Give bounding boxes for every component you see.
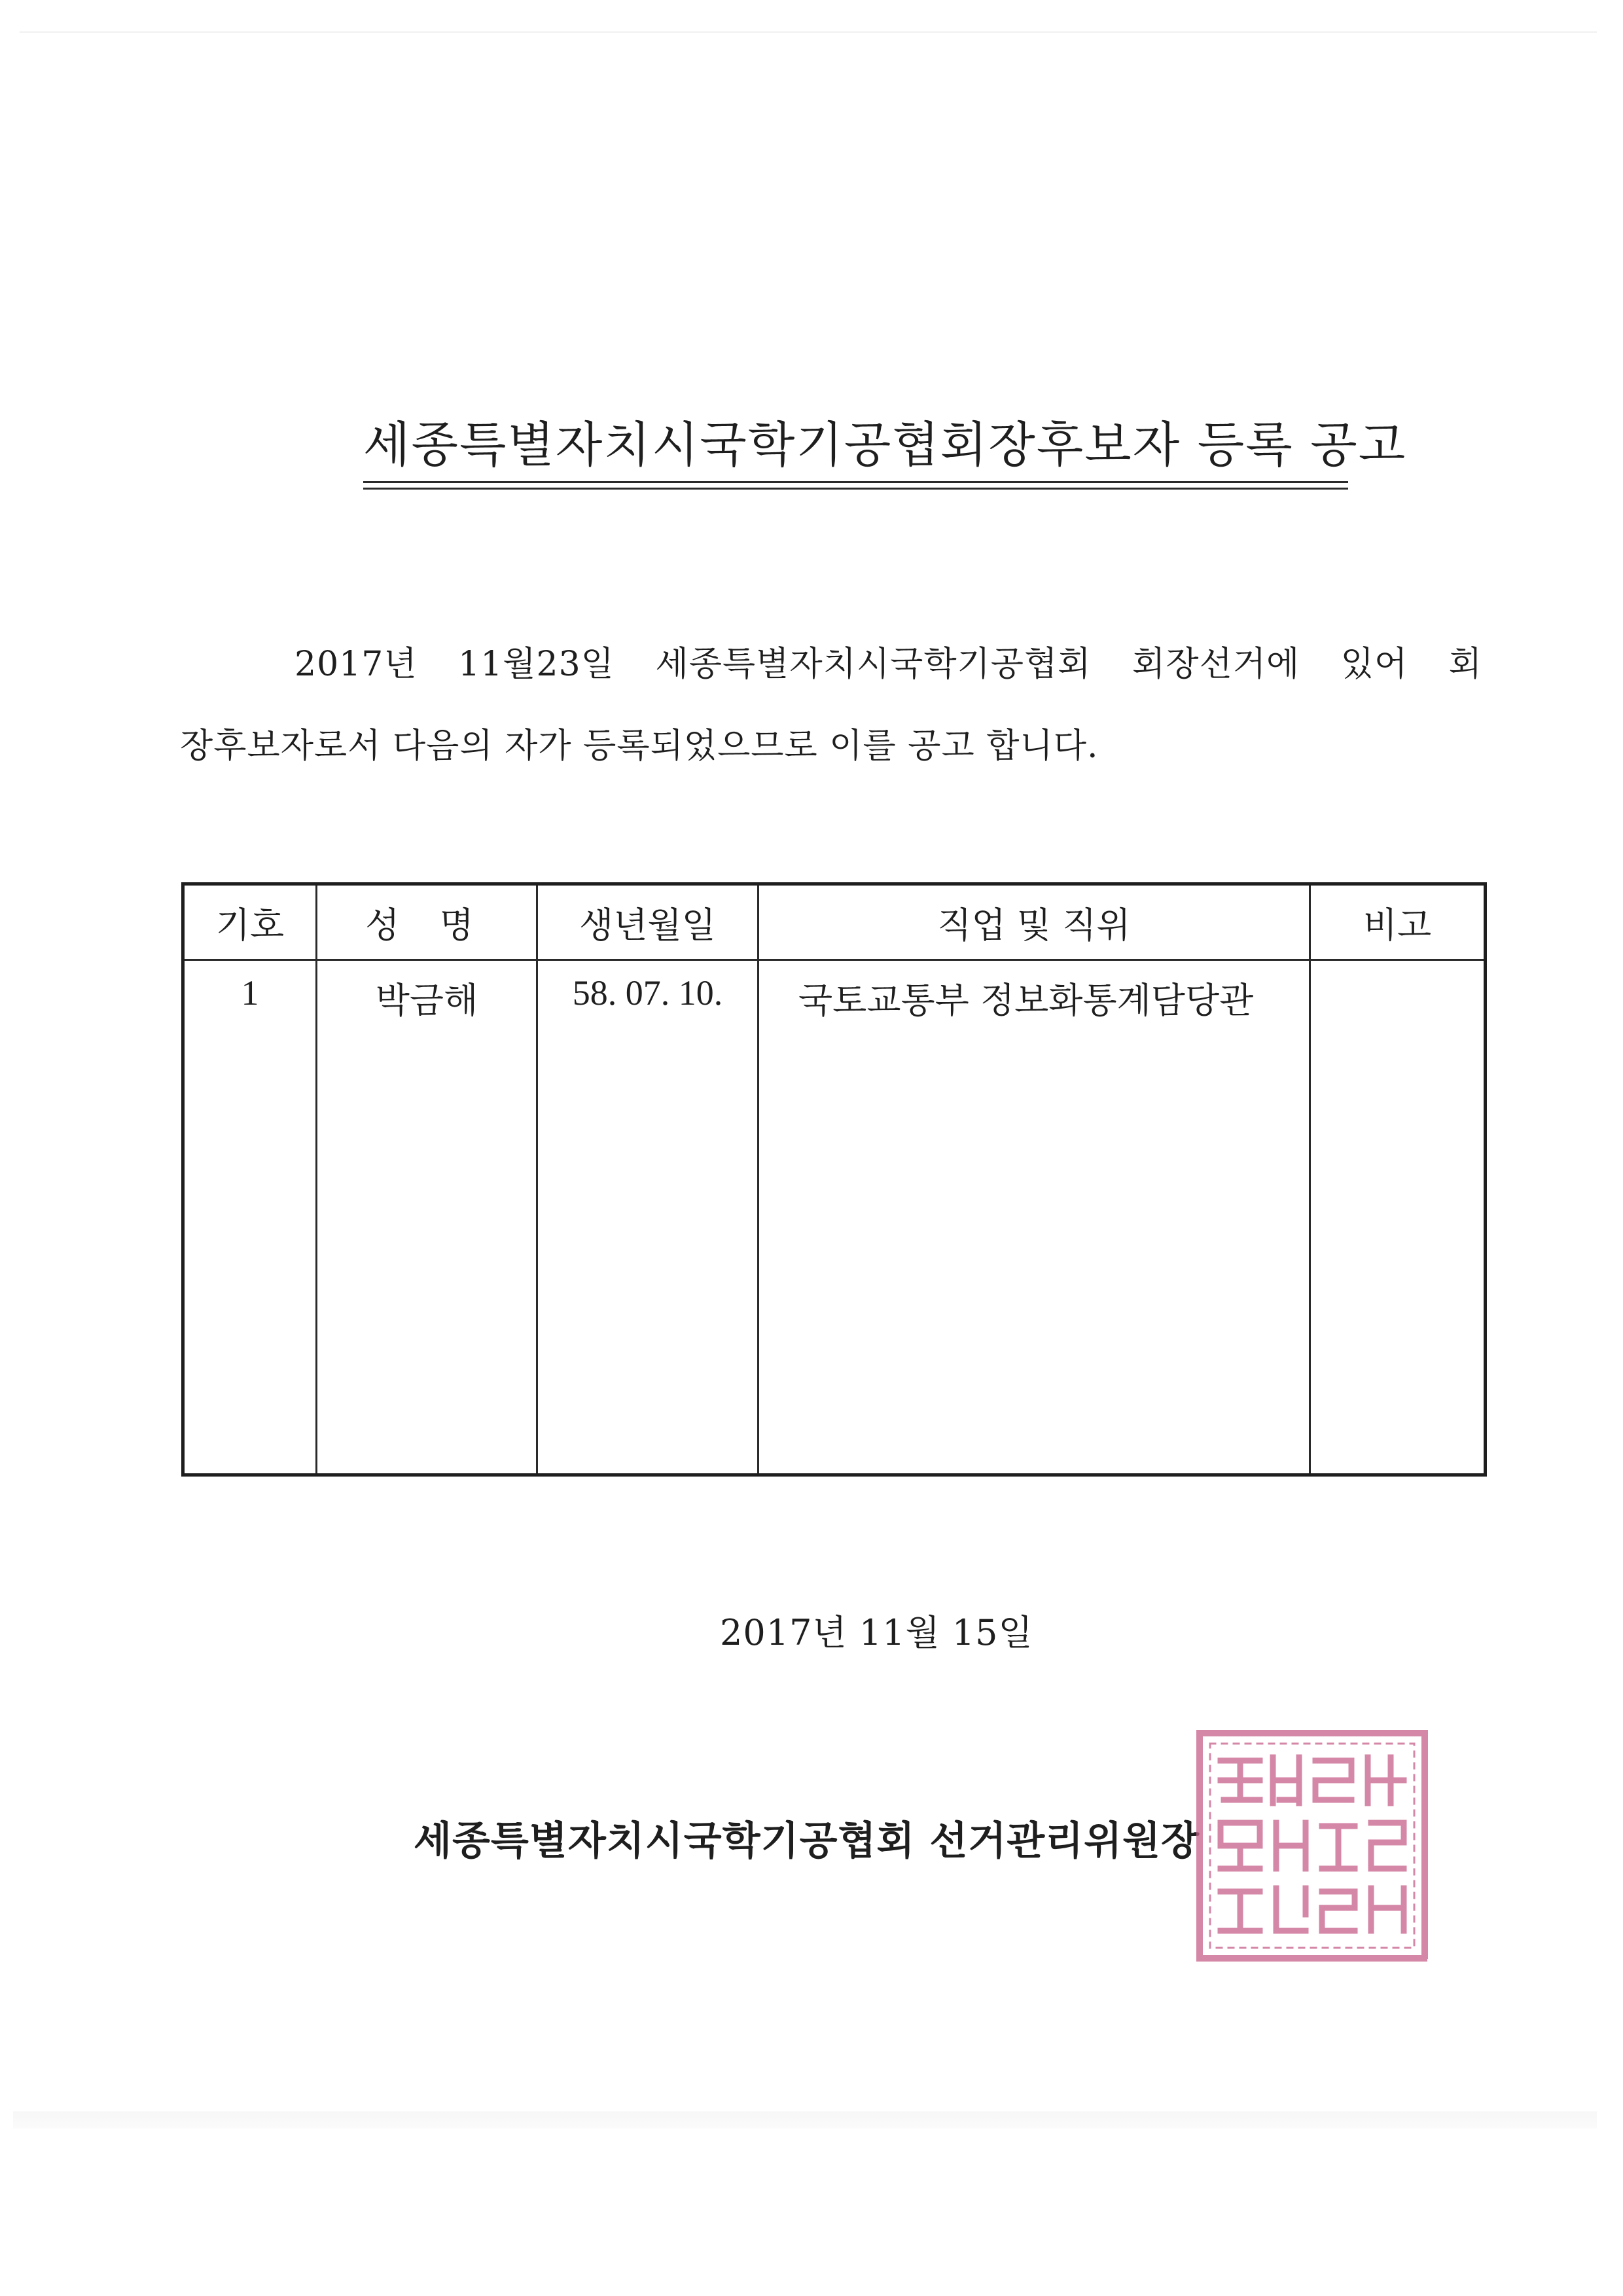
title-underline: [363, 481, 1348, 483]
header-remarks: 비고: [1310, 884, 1486, 960]
cell-name: 박금해: [317, 960, 537, 1475]
official-seal-stamp: [1194, 1728, 1430, 1964]
title-underline-second: [363, 488, 1348, 490]
scan-edge-top: [20, 31, 1597, 33]
notice-paragraph-line-2: 장후보자로서 다음의 자가 등록되었으므로 이를 공고 합니다.: [180, 726, 1099, 766]
cell-occupation: 국토교통부 정보화통계담당관: [758, 960, 1310, 1475]
notice-paragraph-line-1: 2017년 11월23일 세종특별자치시국학기공협회 회장선거에 있어 회: [294, 645, 1482, 684]
header-name: 성 명: [317, 884, 537, 960]
signatory: 세종특별자치시국학기공협회 선거관리위원장: [414, 1818, 1200, 1864]
header-number: 기호: [183, 884, 317, 960]
table-row: [183, 960, 1486, 1475]
cell-remarks: [1310, 960, 1486, 1475]
candidate-table: [181, 882, 1487, 1477]
header-birthdate: 생년월일: [537, 884, 758, 960]
header-occupation: 직업 및 직위: [758, 884, 1310, 960]
notice-title: 세종특별자치시국학기공협회장후보자 등록 공고: [363, 417, 1407, 473]
cell-birthdate: 58. 07. 10.: [537, 960, 758, 1475]
scan-edge-bottom: [13, 2111, 1597, 2128]
cell-number: 1: [183, 960, 317, 1475]
table-header-row: [183, 884, 1486, 960]
issue-date: 2017년 11월 15일: [720, 1612, 1033, 1653]
